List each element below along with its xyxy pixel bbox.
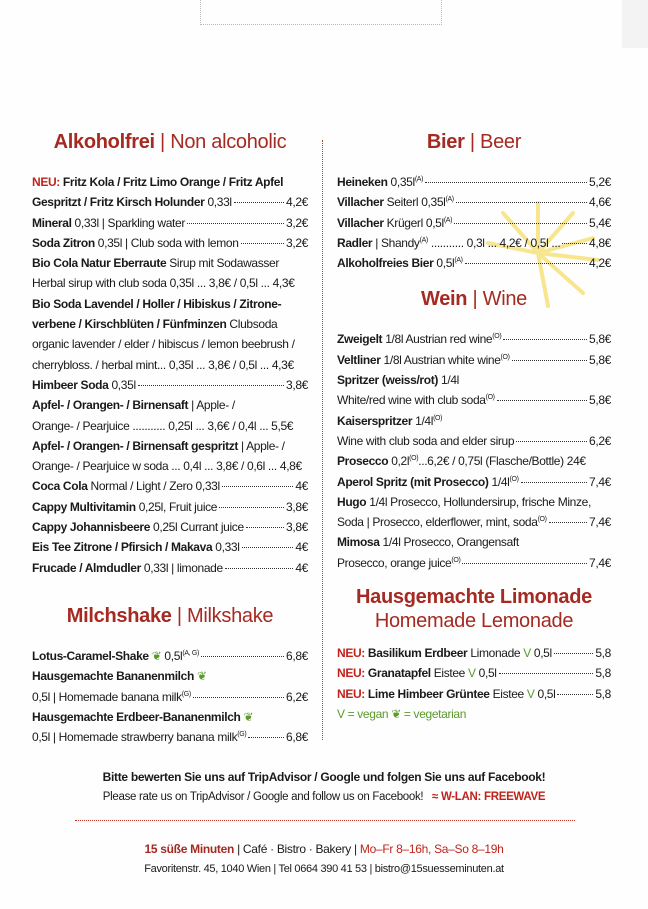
menu-item-price: 4€: [295, 479, 308, 494]
leader-dots: [201, 656, 284, 657]
menu-item-part: 0,25l Currant juice: [150, 520, 244, 535]
leader-dots: [193, 697, 284, 698]
menu-item-price: 5,8€: [589, 352, 611, 367]
brand-name: 15 süße Minuten: [144, 842, 235, 856]
menu-item-part: 0,33l: [212, 540, 240, 555]
menu-item-text: [337, 492, 591, 512]
menu-item-text: [32, 666, 207, 686]
menu-item-text: [32, 334, 295, 354]
menu-item-text: [337, 213, 452, 233]
menu-item-price: 4,2€: [589, 256, 611, 271]
menu-item-part: 0,25l, Fruit juice: [135, 499, 218, 514]
diet-icon: ❦: [193, 669, 207, 684]
menu-item-text: [337, 233, 560, 253]
menu-item: [32, 517, 308, 537]
menu-item: [337, 431, 611, 451]
menu-list-bier: [337, 172, 611, 273]
heading-subtitle: Non alcoholic: [170, 131, 287, 153]
menu-item-part: Zweigelt: [337, 332, 383, 347]
menu-item: [337, 350, 611, 370]
top-decoration: [200, 0, 442, 25]
menu-item-price: 3,8€: [286, 499, 308, 514]
menu-item-text: [32, 707, 253, 727]
allergen-code: (O): [451, 556, 461, 564]
section-heading-milchshake: [32, 602, 308, 630]
menu-item-part: Veltliner: [337, 352, 381, 367]
menu-item-text: [337, 553, 460, 573]
menu-item: [337, 411, 611, 431]
menu-list-wein: [337, 329, 611, 573]
leader-dots: [225, 568, 294, 569]
corner-decoration: [622, 0, 648, 48]
leader-dots: [462, 563, 587, 564]
menu-item-part: 0,5l: [433, 256, 455, 271]
menu-item-part: cherrybloss. / herbal mint... 0,35l ... 3,8€ / 0,5l ... 4,3€: [32, 357, 294, 372]
menu-item-text: [32, 172, 283, 192]
menu-item-part: Hausgemachte Bananenmilch: [32, 669, 194, 684]
menu-item-part: Eis Tee Zitrone / Pfirsich / Makava: [32, 540, 213, 555]
menu-item-part: ...6,2€ / 0,75l (Flasche/Bottle) 24€: [418, 454, 586, 469]
menu-item-part: Radler: [337, 235, 373, 250]
menu-item-price: 5,4€: [589, 215, 611, 230]
heading-subtitle: Beer: [480, 131, 522, 153]
menu-item-part: 1/8l Austrian white wine: [380, 352, 501, 367]
menu-item: [337, 643, 611, 663]
heading-subtitle: Milkshake: [187, 604, 274, 627]
menu-item-part: Cappy Johannisbeere: [32, 520, 151, 535]
menu-item-part: Eistee: [430, 666, 468, 681]
allergen-code: (O): [433, 414, 443, 422]
menu-item-part: organic lavender / elder / hibiscus / lemon beebrush /: [32, 337, 295, 352]
menu-item-text: [32, 476, 220, 496]
leader-dots: [138, 385, 284, 386]
menu-item-part: Apfel- / Orangen- / Birnensaft gespritzt: [32, 438, 239, 453]
leader-dots: [465, 263, 587, 264]
menu-item-text: [32, 273, 295, 293]
menu-item-part: 1/8l Austrian red wine: [382, 332, 493, 347]
menu-item-price: 7,4€: [589, 555, 611, 570]
menu-item-text: [337, 390, 495, 410]
menu-item-text: [337, 350, 510, 370]
menu-item: [337, 472, 611, 492]
menu-item-part: 0,35l | Club soda with lemon: [94, 235, 239, 250]
menu-item-part: 0,33l | limonade: [140, 560, 223, 575]
menu-item-text: [337, 431, 514, 451]
menu-item-text: [32, 213, 185, 233]
menu-item-part: 1/4l Prosecco, Hollundersirup, frische Minze,: [366, 494, 591, 509]
menu-item-part: Orange- / Pearjuice w soda ... 0,4l ... 3,8€ / 0,6l ... 4,8€: [32, 459, 302, 474]
menu-item-part: | Apple- /: [188, 398, 235, 413]
allergen-code: (A): [454, 257, 463, 265]
menu-item-part: Mimosa: [337, 535, 380, 550]
section-heading-bier: [337, 128, 611, 156]
menu-item-part: Soda Zitron: [32, 235, 95, 250]
menu-item-part: 1/4l: [488, 474, 510, 489]
menu-item-text: [32, 436, 285, 456]
heading-title: Milchshake: [66, 604, 172, 627]
allergen-code: (G): [181, 690, 191, 698]
menu-item-part: Apfel- / Orangen- / Birnensaft: [32, 398, 189, 413]
heading-title: Hausgemachte Limonade: [356, 586, 592, 609]
menu-item-part: Alkoholfreies Bier: [337, 256, 434, 271]
menu-item: [337, 553, 611, 573]
menu-item: [32, 436, 308, 456]
menu-item: [32, 375, 308, 395]
menu-item: [32, 395, 308, 415]
footer-divider: [75, 820, 575, 821]
menu-item-text: [337, 512, 547, 532]
menu-item: [337, 213, 611, 233]
menu-list-limonade: [337, 643, 611, 704]
menu-item-part: 0,5l: [534, 686, 556, 701]
menu-item-part: Bio Cola Natur Eberraute: [32, 256, 167, 271]
menu-item-price: 5,8: [595, 686, 611, 701]
menu-item-part: Prosecco, orange juice: [337, 555, 452, 570]
menu-list-alkoholfrei: [32, 172, 308, 578]
leader-dots: [219, 507, 284, 508]
menu-item: [32, 355, 308, 375]
menu-item: [32, 646, 308, 666]
right-column: [337, 128, 611, 724]
leader-dots: [454, 223, 587, 224]
menu-item-part: NEU:: [32, 175, 60, 189]
menu-item-part: Villacher: [337, 215, 384, 230]
left-column: [32, 128, 308, 747]
heading-title: Bier: [426, 131, 465, 153]
menu-item: [32, 456, 308, 476]
section-heading-wein: [337, 285, 611, 313]
menu-item-text: [337, 370, 459, 390]
menu-item: [337, 370, 611, 390]
menu-item: [32, 537, 308, 557]
menu-item-part: Himbeer Soda: [32, 377, 109, 392]
leader-dots: [554, 653, 594, 654]
allergen-code: (O): [500, 353, 510, 361]
menu-item-part: Heineken: [337, 175, 388, 189]
menu-item-part: 0,5l: [475, 666, 497, 681]
heading-separator: |: [160, 131, 171, 153]
menu-item-part: Hugo: [337, 494, 367, 509]
menu-item-price: 6,2€: [589, 433, 611, 448]
menu-item-text: [32, 727, 246, 747]
menu-item: [337, 253, 611, 273]
menu-list-milchshake: [32, 646, 308, 747]
menu-item: [32, 666, 308, 686]
allergen-code: (A, G): [182, 649, 199, 657]
allergen-code: (O): [509, 475, 519, 483]
diet-icon: V: [523, 646, 531, 661]
menu-item-price: 4€: [295, 540, 308, 555]
menu-item-text: [32, 687, 191, 707]
menu-item-part: 0,2l: [388, 454, 410, 469]
menu-item: [32, 273, 308, 293]
menu-item-part: Aperol Spritz (mit Prosecco): [337, 474, 489, 489]
leader-dots: [242, 547, 294, 548]
menu-item-text: [337, 663, 497, 683]
menu-item-part: Basilikum Erdbeer: [364, 646, 468, 661]
menu-item-part: 0,35l: [108, 377, 136, 392]
menu-item: [32, 416, 308, 436]
menu-item-part: Orange- / Pearjuice ........... 0,25l ... 3,6€ / 0,4l ... 5,5€: [32, 418, 294, 433]
menu-item-part: Sirup mit Sodawasser: [166, 256, 279, 271]
allergen-code: (O): [492, 333, 502, 341]
leader-dots: [557, 694, 593, 695]
menu-item-part: NEU:: [337, 646, 365, 661]
brand-row: [0, 842, 648, 856]
menu-item-part: 0,33l: [204, 195, 232, 210]
leader-dots: [456, 202, 587, 203]
menu-item-price: 7,4€: [589, 474, 611, 489]
wifi-icon: ≈: [432, 791, 439, 803]
menu-item-part: 1/4l: [438, 373, 459, 388]
menu-item-text: [337, 172, 423, 192]
menu-item: [32, 213, 308, 233]
menu-item-part: Seiterl 0,35l: [383, 195, 446, 210]
menu-item-part: | Apple- /: [238, 438, 285, 453]
menu-item: [337, 329, 611, 349]
menu-item-part: 0,33l | Sparkling water: [71, 215, 186, 230]
allergen-code: (G): [237, 731, 247, 739]
menu-item: [337, 684, 611, 704]
menu-item-part: Wine with club soda and elder sirup: [337, 433, 515, 448]
menu-item-part: Mineral: [32, 215, 72, 230]
heading-separator: |: [176, 604, 188, 627]
leader-dots: [246, 527, 284, 528]
leader-dots: [222, 486, 294, 487]
allergen-code: (O): [409, 455, 419, 463]
menu-item-part: Villacher: [337, 195, 384, 210]
menu-item-price: 5,8€: [589, 332, 611, 347]
menu-item: [32, 233, 308, 253]
menu-item-part: 1/4l Prosecco, Orangensaft: [379, 535, 519, 550]
menu-item: [32, 707, 308, 727]
review-request-en: Please rate us on TripAdvisor / Google and follow us on Facebook!: [102, 791, 424, 803]
leader-dots: [562, 243, 587, 244]
menu-item: [32, 558, 308, 578]
menu-item-part: Cappy Multivitamin: [32, 499, 136, 514]
menu-item-text: [32, 517, 244, 537]
menu-item-price: 4,2€: [286, 195, 308, 210]
menu-item-part: | Shandy: [372, 235, 420, 250]
menu-item-part: Hausgemachte Erdbeer-Bananenmilch: [32, 709, 241, 724]
diet-icon: V: [468, 666, 476, 681]
menu-item-text: [32, 558, 223, 578]
menu-item-text: [32, 416, 293, 436]
menu-item: [32, 334, 308, 354]
menu-item-price: 6,2€: [286, 689, 308, 704]
menu-item-price: 4€: [295, 560, 308, 575]
menu-item-price: 5,8: [595, 646, 611, 661]
leader-dots: [241, 243, 285, 244]
brand-tagline: | Café · Bistro · Bakery |: [237, 842, 357, 856]
menu-item: [32, 314, 308, 334]
menu-item-price: 3,8€: [286, 520, 308, 535]
menu-item-part: 0,5l: [530, 646, 552, 661]
contact-info: Favoritenstr. 45, 1040 Wien | Tel 0664 390 41 53 | bistro@15suesseminuten.at: [144, 863, 504, 875]
menu-item-text: [32, 646, 199, 666]
menu-item-text: [32, 537, 240, 557]
menu-item: [337, 512, 611, 532]
heading-title: Alkoholfrei: [53, 131, 155, 153]
allergen-code: (O): [537, 516, 547, 524]
menu-item: [337, 390, 611, 410]
menu-item: [32, 253, 308, 273]
leader-dots: [549, 522, 587, 523]
menu-item-part: Soda | Prosecco, elderflower, mint, soda: [337, 515, 538, 530]
menu-item-part: Coca Cola: [32, 479, 88, 494]
heading-title: Wein: [420, 288, 468, 311]
review-request-de: Bitte bewerten Sie uns auf TripAdvisor / Google und folgen Sie uns auf Facebook!: [102, 770, 546, 784]
section-heading-limonade: [337, 585, 611, 633]
menu-item-part: Prosecco: [337, 454, 389, 469]
heading-subtitle: Homemade Lemonade: [374, 610, 574, 633]
menu-item-part: ........... 0,3l ... 4,2€ / 0,5l ...: [427, 235, 561, 250]
menu-item-price: 4,6€: [589, 195, 611, 210]
menu-item: [337, 451, 611, 471]
menu-item-part: verbene / Kirschblüten / Fünfminzen: [32, 317, 227, 332]
menu-item-part: Clubsoda: [226, 317, 278, 332]
menu-item: [32, 172, 308, 192]
menu-item-text: [32, 375, 136, 395]
review-request-en-row: [0, 791, 648, 803]
wifi-name: W-LAN: FREEWAVE: [440, 791, 546, 803]
menu-item-text: [337, 451, 586, 471]
leader-dots: [497, 400, 587, 401]
leader-dots: [503, 339, 587, 340]
menu-item-part: 0,5l | Homemade strawberry banana milk: [32, 730, 238, 745]
menu-item-part: NEU:: [337, 686, 365, 701]
menu-item-part: 0,5l: [161, 648, 183, 663]
menu-item-text: [337, 643, 552, 663]
menu-item-part: Normal / Light / Zero 0,33l: [87, 479, 220, 494]
menu-item-text: [32, 192, 232, 212]
menu-item-price: 7,4€: [589, 515, 611, 530]
allergen-code: (A): [445, 196, 454, 204]
menu-item-text: [337, 253, 463, 273]
menu-item-text: [32, 314, 277, 334]
menu-item-text: [32, 253, 279, 273]
leader-dots: [234, 202, 284, 203]
menu-item-price: 6,8€: [286, 730, 308, 745]
leader-dots: [521, 482, 587, 483]
menu-item-part: 1/4l: [412, 413, 434, 428]
menu-item: [337, 172, 611, 192]
menu-item-price: 5,8: [595, 666, 611, 681]
opening-hours: Mo–Fr 8–16h, Sa–So 8–19h: [359, 842, 504, 856]
menu-item: [32, 476, 308, 496]
allergen-code: (A): [419, 236, 428, 244]
menu-item-text: [32, 233, 239, 253]
menu-item: [337, 192, 611, 212]
menu-item-part: 0,35l: [387, 175, 415, 189]
diet-icon: ❦: [148, 648, 162, 663]
menu-item-part: Herbal sirup with club soda 0,35l ... 3,8€ / 0,5l ... 4,3€: [32, 276, 295, 291]
menu-item: [337, 233, 611, 253]
menu-item: [32, 294, 308, 314]
menu-item: [32, 687, 308, 707]
column-divider: [322, 140, 323, 740]
heading-subtitle: Wine: [482, 288, 527, 311]
menu-item-text: [32, 456, 302, 476]
menu-item-part: 0,5l | Homemade banana milk: [32, 689, 182, 704]
menu-item-part: White/red wine with club soda: [337, 393, 486, 408]
menu-item-part: Gespritzt / Fritz Kirsch Holunder: [32, 195, 205, 210]
menu-item: [32, 727, 308, 747]
menu-item-part: Fritz Kola / Fritz Limo Orange / Fritz Apfel: [59, 175, 284, 189]
menu-item-text: [32, 355, 294, 375]
menu-item: [32, 497, 308, 517]
menu-item-text: [337, 411, 442, 431]
menu-item-part: Frucade / Almdudler: [32, 560, 141, 575]
menu-item-part: Bio Soda Lavendel / Holler / Hibiskus / Zitrone-: [32, 296, 282, 311]
menu-item-text: [337, 329, 501, 349]
menu-item: [337, 532, 611, 552]
menu-item-price: 3,2€: [286, 215, 308, 230]
heading-separator: |: [469, 131, 481, 153]
menu-item-text: [32, 395, 235, 415]
menu-item-part: Limonade: [467, 646, 524, 661]
menu-item-price: 5,2€: [589, 175, 611, 189]
menu-item-text: [337, 192, 454, 212]
leader-dots: [499, 673, 594, 674]
menu-item: [337, 663, 611, 683]
leader-dots: [248, 737, 284, 738]
menu-item-part: Lotus-Caramel-Shake: [32, 648, 149, 663]
leader-dots: [516, 441, 587, 442]
menu-item-text: [32, 294, 281, 314]
diet-legend: V = vegan ❦ = vegetarian: [337, 706, 467, 721]
heading-separator: |: [472, 288, 483, 311]
allergen-code: (O): [485, 394, 495, 402]
menu-item-price: 5,8€: [589, 393, 611, 408]
allergen-code: (A): [414, 176, 424, 183]
menu-item-price: 3,8€: [286, 377, 308, 392]
section-heading-alkoholfrei: [32, 128, 308, 156]
menu-item-part: NEU:: [337, 666, 365, 681]
menu-item-price: 3,2€: [286, 235, 308, 250]
menu-item: [32, 192, 308, 212]
menu-item-part: Kaiserspritzer: [337, 413, 413, 428]
menu-item-part: Eistee: [489, 686, 527, 701]
leader-dots: [425, 182, 587, 183]
leader-dots: [512, 360, 587, 361]
menu-item-text: [32, 497, 217, 517]
menu-item-text: [337, 532, 519, 552]
menu-item-part: Lime Himbeer Grüntee: [364, 686, 490, 701]
allergen-code: (A): [443, 216, 453, 224]
menu-item-text: [337, 684, 555, 704]
menu-item-price: 4,8€: [589, 235, 611, 250]
menu-item: [337, 492, 611, 512]
menu-item-part: Krügerl 0,5l: [383, 215, 444, 230]
diet-icon: ❦: [240, 709, 254, 724]
menu-item-part: Spritzer (weiss/rot): [337, 373, 439, 388]
menu-item-part: Granatapfel: [364, 666, 431, 681]
leader-dots: [187, 223, 284, 224]
diet-icon: V: [526, 686, 535, 701]
menu-item-price: 6,8€: [286, 648, 308, 663]
menu-item-text: [337, 472, 519, 492]
